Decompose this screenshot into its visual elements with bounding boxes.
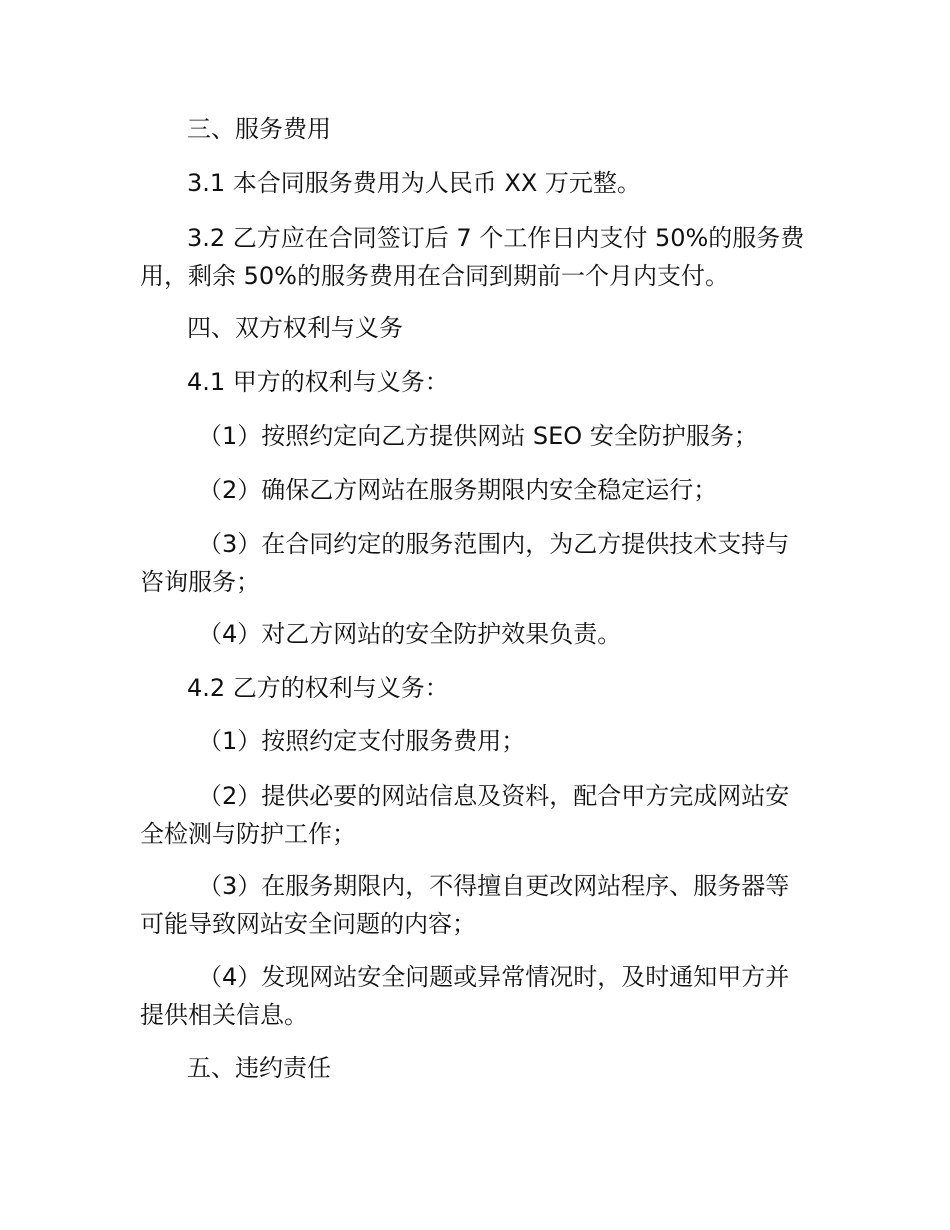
clause-4-2-item-4: （4）发现网站安全问题或异常情况时，及时通知甲方并提供相关信息。: [140, 963, 790, 1029]
clause-4-1-item-3: （3）在合同约定的服务范围内，为乙方提供技术支持与咨询服务；: [140, 530, 790, 596]
clause-4-2-item-1: （1）按照约定支付服务费用；: [198, 727, 526, 755]
clause-4-1: 4.1 甲方的权利与义务：: [187, 368, 449, 396]
section-heading-service-fees: 三、服务费用: [187, 115, 331, 143]
clause-4-2-item-3: （3）在服务期限内，不得擅自更改网站程序、服务器等可能导致网站安全问题的内容；: [140, 872, 790, 938]
section-heading-rights-obligations: 四、双方权利与义务: [187, 314, 403, 342]
clause-4-2: 4.2 乙方的权利与义务：: [187, 674, 449, 702]
section-heading-breach-liability: 五、违约责任: [187, 1054, 331, 1082]
clause-4-1-item-2: （2）确保乙方网站在服务期限内安全稳定运行；: [198, 476, 718, 504]
clause-3-1: 3.1 本合同服务费用为人民币 XX 万元整。: [187, 169, 641, 197]
clause-3-2: 3.2 乙方应在合同签订后 7 个工作日内支付 50%的服务费用，剩余 50%的服务费用在合同到期前一个月内支付。: [140, 224, 805, 290]
clause-4-1-item-4: （4）对乙方网站的安全防护效果负责。: [198, 620, 622, 648]
clause-4-1-item-1: （1）按照约定向乙方提供网站 SEO 安全防护服务；: [198, 422, 758, 450]
clause-4-2-item-2: （2）提供必要的网站信息及资料，配合甲方完成网站安全检测与防护工作；: [140, 782, 790, 848]
